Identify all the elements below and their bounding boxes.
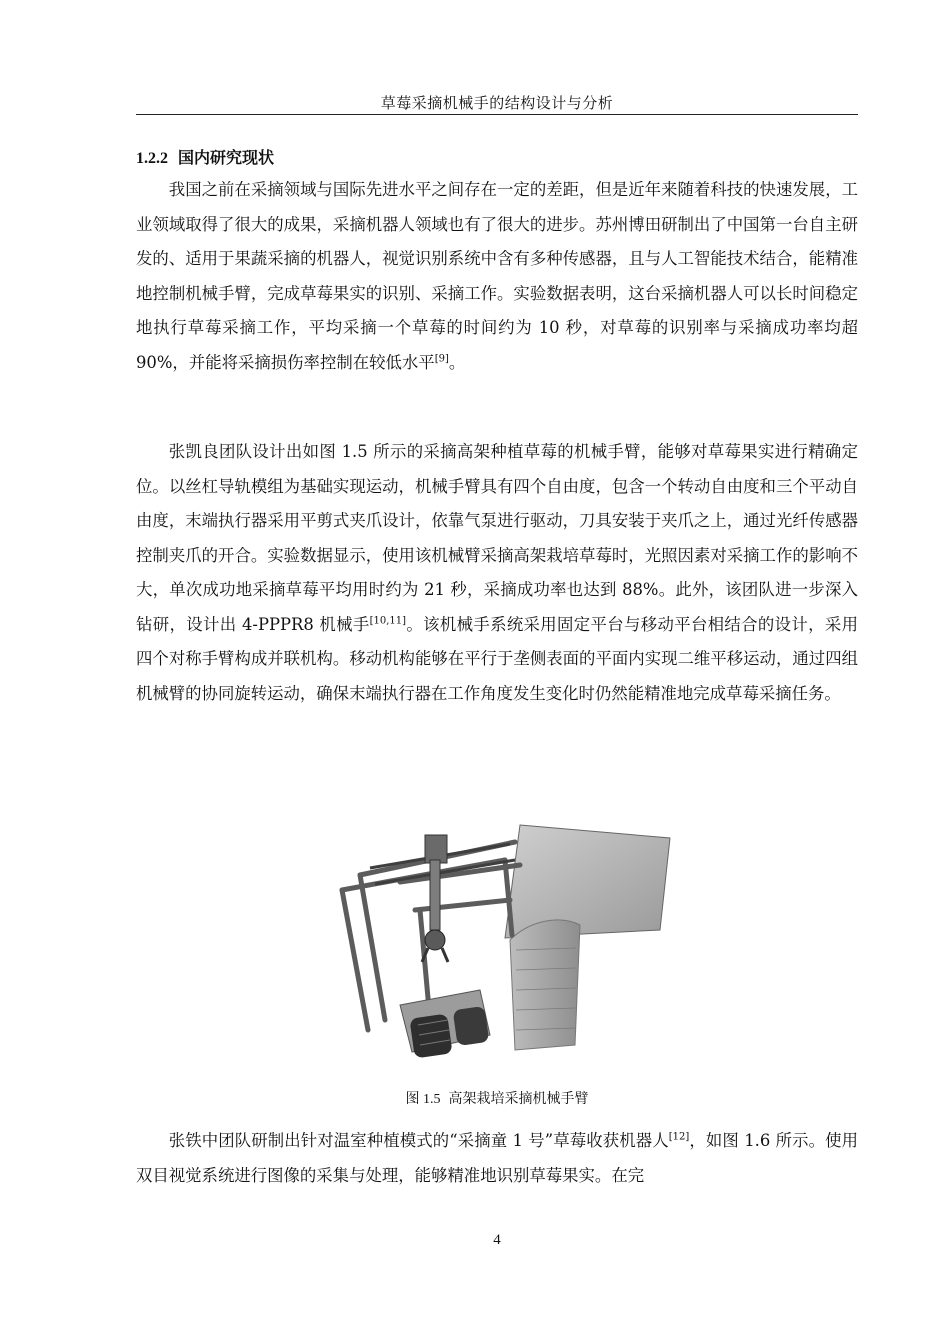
curved-sheet bbox=[510, 920, 580, 1050]
carriage bbox=[425, 835, 447, 863]
paragraph-1-end: 。 bbox=[448, 352, 466, 372]
vertical-actuator bbox=[430, 860, 440, 930]
section-heading bbox=[136, 145, 274, 168]
paragraph-3 bbox=[136, 1124, 858, 1193]
figure-robot-arm-photo bbox=[330, 820, 690, 1075]
paragraph-1 bbox=[136, 173, 858, 380]
citation-10-11: [10,11] bbox=[369, 615, 407, 627]
page-number: 4 bbox=[493, 1232, 501, 1248]
header-rule bbox=[136, 114, 858, 115]
citation-9: [9] bbox=[434, 353, 449, 365]
paragraph-1-text: 我国之前在采摘领域与国际先进水平之间存在一定的差距，但是近年来随着科技的快速发展，工业领域取得了很大的成果，采摘机器人领域也有了很大的进步。苏州博田研制出了中国第一台自主研发的、适用于果蔬采摘的机器人，视觉识别系统中含有多种传感器，且与人工智能技术结合，能精准地控制机械手臂，完成草莓果实的识别、采摘工作。实验数据表明，这台采摘机器人可以长时间稳定地执行草莓采摘工作，平均采摘一个草莓的时间约为 10 秒，对草莓的识别率与采摘成功率均超 90%，并能将采摘损伤率控制在较低水平 bbox=[136, 180, 858, 372]
gripper bbox=[425, 930, 445, 950]
running-header: 草莓采摘机械手的结构设计与分析 bbox=[380, 94, 614, 112]
top-plate bbox=[505, 825, 670, 938]
figure-caption bbox=[136, 1088, 858, 1108]
paragraph-3-text-b: ，如图 1.6 所示。使用双目视觉系统进行图像的采集与处理，能够精准地识别草莓果实。在完 bbox=[136, 1131, 858, 1185]
paragraph-2-text-a: 张凯良团队设计出如图 1.5 所示的采摘高架种植草莓的机械手臂，能够对草莓果实进行精确定位。以丝杠导轨模组为基础实现运动，机械手臂具有四个自由度，包含一个转动自由度和三个平动自由度，末端执行器采用平剪式夹爪设计，依靠气泵进行驱动，刀具安装于夹爪之上，通过光纤传感器控制夹爪的开合。实验数据显示，使用该机械臂采摘高架栽培草莓时，光照因素对采摘工作的影响不大，单次成功地采摘草莓平均用时约为 21 秒，采摘成功率也达到 88%。此外，该团队进一步深入钻研，设计出 4-PPPR8 机械手 bbox=[136, 442, 858, 634]
section-number: 1.2.2 bbox=[136, 150, 168, 167]
figure-caption-text: 高架栽培采摘机械手臂 bbox=[448, 1091, 589, 1107]
paragraph-2 bbox=[136, 435, 858, 711]
section-title: 国内研究现状 bbox=[178, 148, 275, 167]
paragraph-3-text-a: 张铁中团队研制出针对温室种植模式的“采摘童 1 号”草莓收获机器人 bbox=[168, 1131, 669, 1150]
figure-label: 图 1.5 bbox=[405, 1092, 441, 1107]
citation-12: [12] bbox=[668, 1131, 690, 1143]
paragraph-2-text-b: 。该机械手系统采用固定平台与移动平台相结合的设计，采用四个对称手臂构成并联机构。移动机构能够在平行于垄侧表面的平面内实现二维平移运动，通过四组机械臂的协同旋转运动，确保末端执行器在工作角度发生变化时仍然能精准地完成草莓采摘任务。 bbox=[136, 614, 858, 703]
track-right bbox=[453, 1006, 490, 1046]
